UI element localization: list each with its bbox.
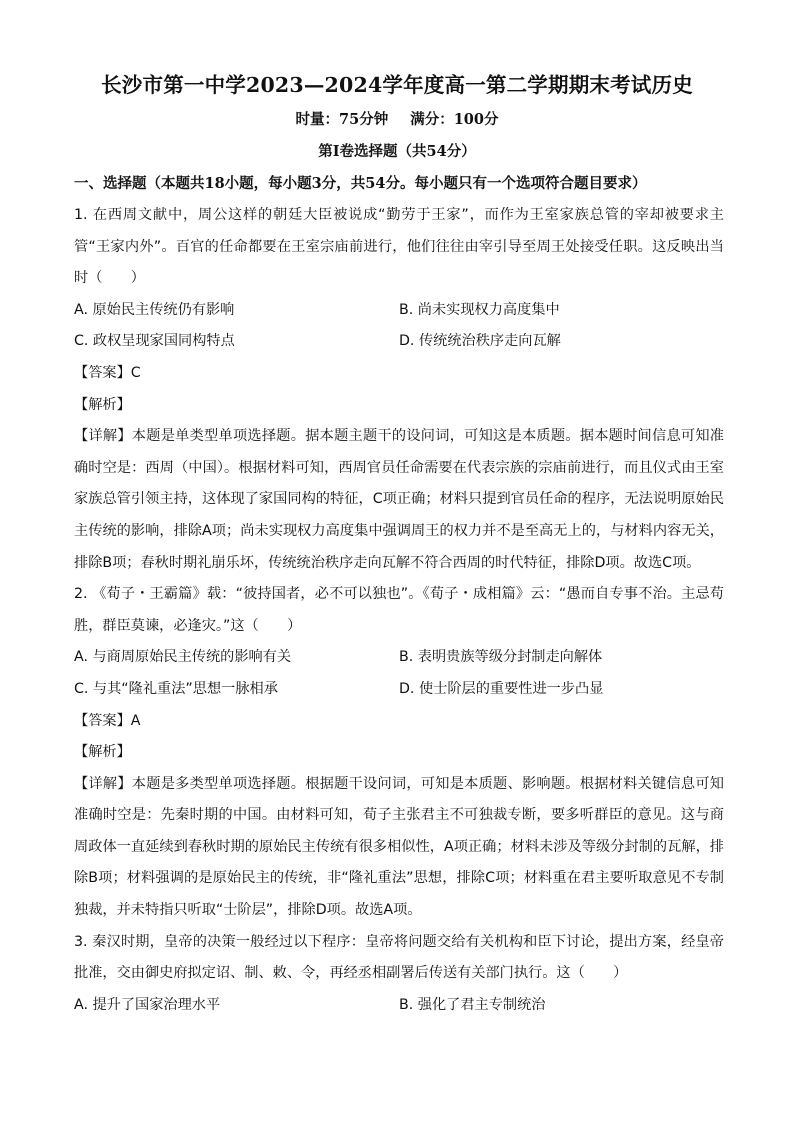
- section-heading: 一、选择题（本题共18小题，每小题3分，共54分。每小题只有一个选项符合题目要求）: [74, 175, 647, 192]
- question-2-option-c: C. 与其“隆礼重法”思想一脉相承: [74, 680, 278, 697]
- question-1-stem: 1. 在西周文献中，周公这样的朝廷大臣被说成“勤劳于王家”，而作为王室家族总管的宰却被要求主管“王家内外”。百官的任命都要在王室宗庙前进行，他们往往由宰引导至周王处接受任职。这反映出当时（ ）: [74, 207, 724, 287]
- question-2-options: [74, 642, 724, 705]
- questions-body: [74, 200, 724, 1021]
- question-2-option-b: B. 表明贵族等级分封制走向解体: [399, 649, 603, 666]
- page-title: 长沙市第一中学2023—2024学年度高一第二学期期末考试历史: [101, 73, 693, 97]
- question-3-option-b: B. 强化了君主专制统治: [399, 996, 546, 1013]
- question-2-answer: 【答案】A: [74, 712, 141, 729]
- question-2-option-d: D. 使士阶层的重要性进一步凸显: [399, 680, 604, 697]
- question-1-option-d: D. 传统统治秩序走向瓦解: [399, 333, 561, 350]
- question-1-analysis-label: 【解析】: [74, 396, 131, 413]
- question-1-option-b: B. 尚未实现权力高度集中: [399, 301, 560, 318]
- question-2-analysis-label: 【解析】: [74, 744, 131, 761]
- question-3-stem: 3. 秦汉时期，皇帝的决策一般经过以下程序：皇帝将问题交给有关机构和臣下讨论，提出方案，经皇帝批准，交由御史府拟定诏、制、敕、令，再经丞相副署后传送有关部门执行。这（ ）: [74, 933, 724, 982]
- exam-time: 时量：75分钟: [295, 111, 389, 128]
- question-2-stem: 2. 《荀子・王霸篇》载：“彼持国者，必不可以独也”。《荀子・成相篇》云：“愚而自专事不治。主忌苟胜，群臣莫谏，必逢灾。”这（ ）: [74, 586, 724, 634]
- question-1-option-c: C. 政权呈现家国同构特点: [74, 333, 235, 350]
- question-2-option-a: A. 与商周原始民主传统的影响有关: [74, 649, 292, 666]
- question-1-answer: 【答案】C: [74, 364, 141, 381]
- question-1-detail: 【详解】本题是单类型单项选择题。据本题主题干的设问词，可知这是本质题。据本题时间信息可知准确时空是：西周（中国）。根据材料可知，西周官员任命需要在代表宗族的宗庙前进行，而且仪式由王室家族总管引领主持，这体现了家国同构的特征，C项正确；材料只提到官员任命的程序，无法说明原始民主传统的影响，排除A项；尚未实现权力高度集中强调周王的权力并不是至高无上的，与材料内容无关，排除B项；春秋时期礼崩乐坏，传统统治秩序走向瓦解不符合西周的时代特征，排除D项。故选C项。: [74, 428, 724, 571]
- question-1-options: [74, 295, 724, 358]
- question-1-option-a: A. 原始民主传统仍有影响: [74, 301, 235, 318]
- question-3-options: [74, 990, 724, 1022]
- exam-meta: [0, 108, 794, 129]
- question-2-detail: 【详解】本题是多类型单项选择题。根据题干设问词，可知是本质题、影响题。根据材料关键信息可知准确时空是：先秦时期的中国。由材料可知，荀子主张君主不可独裁专断，要多听群臣的意见。这与商周政体一直延续到春秋时期的原始民主传统有很多相似性，A项正确；材料未涉及等级分封制的瓦解，排除B项；材料强调的是原始民主的传统，非“隆礼重法”思想，排除C项；材料重在君主要听取意见不专制独裁，并未特指只听取“士阶层”，排除D项。故选A项。: [74, 775, 724, 919]
- exam-score: 满分：100分: [410, 111, 499, 128]
- question-3-option-a: A. 提升了国家治理水平: [74, 996, 221, 1013]
- part-heading: 第Ⅰ卷选择题（共54分）: [318, 143, 476, 160]
